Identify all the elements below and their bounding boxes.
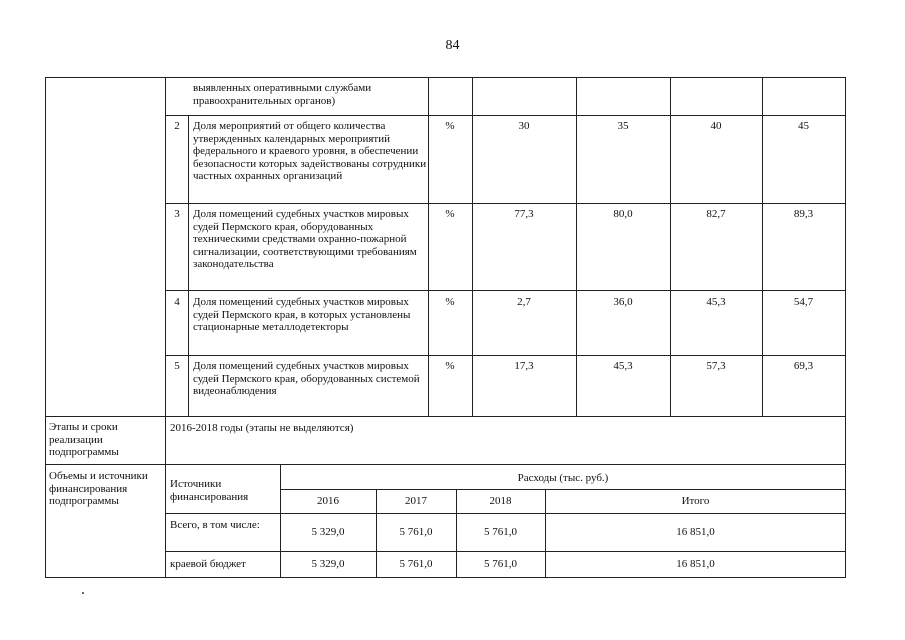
row-divider-2 — [165, 203, 846, 204]
fin-header-divider-1 — [280, 489, 846, 490]
table-border-top — [45, 77, 846, 78]
indicator-unit: % — [445, 120, 455, 132]
indicator-value-2019: 89,3 — [793, 208, 814, 220]
table-border-left — [45, 77, 46, 577]
fin-year-header: 2017 — [405, 495, 427, 507]
indicator-unit: % — [445, 296, 455, 308]
fin-header-divider-2 — [165, 513, 846, 514]
fin-value-2017: 5 761,0 — [399, 526, 433, 538]
indicator-value-2019: 45 — [798, 120, 809, 132]
fin-expenses-header: Расходы (тыс. руб.) — [517, 472, 609, 484]
fin-value-total: 16 851,0 — [676, 558, 715, 570]
indicator-value-2018: 40 — [710, 120, 722, 132]
fin-value-2018: 5 761,0 — [484, 526, 517, 538]
indicator-value-2016: 30 — [518, 120, 530, 132]
scan-speck — [82, 592, 84, 594]
fin-year-header: 2016 — [317, 495, 339, 507]
row-divider-5 — [45, 416, 846, 417]
row-divider-4 — [165, 355, 846, 356]
stages-value: 2016-2018 годы (этапы не выделяются) — [170, 422, 354, 434]
fin-value-2018: 5 761,0 — [484, 558, 517, 570]
indicator-unit: % — [445, 360, 455, 372]
indicator-value-2017: 45,3 — [613, 360, 633, 372]
fin-value-2017: 5 761,0 — [399, 558, 433, 570]
indicator-value-2017: 80,0 — [613, 208, 633, 220]
stages-label: Этапы и сроки реализации подпрограммы — [49, 421, 119, 459]
table-border-bottom — [45, 577, 846, 578]
indicator-value-2019: 54,7 — [793, 296, 814, 308]
row-divider-1 — [165, 115, 846, 116]
indicator-number: 3 — [174, 208, 180, 220]
indicator-text: Доля помещений судебных участков мировых судей Пермского края, в которых установлены стационарные металлодетекторы — [193, 296, 411, 334]
indicator-text: Доля помещений судебных участков мировых судей Пермского края, оборудованных системой видеонаблюдения — [193, 360, 420, 398]
row-divider-3 — [165, 290, 846, 291]
indicator-value-2017: 36,0 — [613, 296, 633, 308]
indicator-value-2018: 57,3 — [706, 360, 726, 372]
page-number: 84 — [445, 38, 460, 53]
indicator-value-2018: 45,3 — [706, 296, 726, 308]
fin-value-total: 16 851,0 — [676, 526, 715, 538]
fin-year-header: 2018 — [489, 495, 512, 507]
indicator-number: 2 — [174, 120, 180, 132]
indicator-no-divider — [188, 115, 189, 416]
indicator-number: 4 — [174, 296, 180, 308]
indicator-value-2017: 35 — [617, 120, 629, 132]
indicator-number: 5 — [174, 360, 180, 372]
indicator-text: Доля помещений судебных участков мировых судей Пермского края, оборудованных техническими средствами охранно-пожарной сигнализации, соответствующими требованиям законодательства — [193, 208, 417, 271]
row-divider-6 — [45, 464, 846, 465]
fin-value-2016: 5 329,0 — [311, 558, 345, 570]
indicator-value-2019: 69,3 — [793, 360, 814, 372]
indicator-value-2016: 2,7 — [517, 296, 531, 308]
financing-label: Объемы и источники финансирования подпрограммы — [49, 470, 148, 508]
fin-source: краевой бюджет — [170, 558, 246, 570]
indicator-text: Доля мероприятий от общего количества утвержденных календарных мероприятий федерального и краевого уровня, в обеспечении безопасности которых задействованы сотрудники частных охранных организаций — [193, 120, 427, 183]
fin-value-2016: 5 329,0 — [311, 526, 345, 538]
label-column-divider — [165, 77, 166, 577]
fin-row-divider — [165, 551, 846, 552]
fin-source: Всего, в том числе: — [170, 519, 260, 531]
indicator-unit: % — [445, 208, 455, 220]
fin-source-header: Источники финансирования — [170, 478, 249, 503]
indicator-value-2016: 77,3 — [514, 208, 534, 220]
indicator-value-2018: 82,7 — [706, 208, 726, 220]
indicator-text: выявленных оперативными службами правоохранительных органов) — [193, 82, 372, 107]
indicator-value-2016: 17,3 — [514, 360, 534, 372]
fin-total-header: Итого — [681, 495, 710, 507]
